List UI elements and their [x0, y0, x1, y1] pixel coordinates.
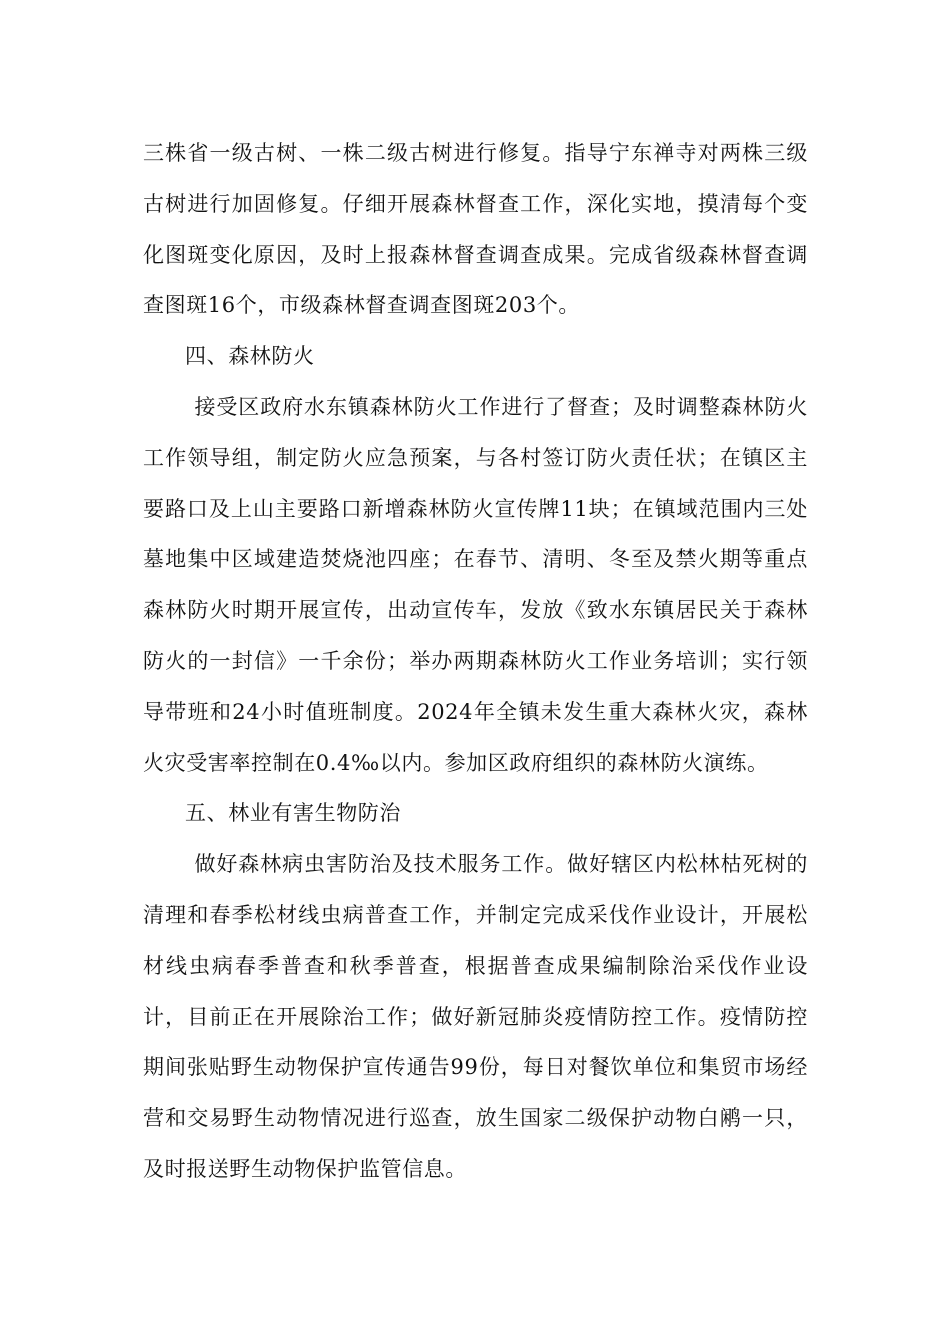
section-heading-forest-fire-prevention: 四、森林防火: [185, 344, 315, 369]
document-body: [143, 128, 808, 1195]
paragraph-forest-pest-control: 做好森林病虫害防治及技术服务工作。做好辖区内松林枯死树的清理和春季松材线虫病普查工作，并制定完成采伐作业设计，开展松材线虫病春季普查和秋季普查，根据普查成果编制除治采伐作业设计，目前正在开展除治工作；做好新冠肺炎疫情防控工作。疫情防控期间张贴野生动物保护宣传通告99份，每日对餐饮单位和集贸市场经营和交易野生动物情况进行巡查，放生国家二级保护动物白鹇一只，及时报送野生动物保护监管信息。: [143, 852, 808, 1181]
paragraph-forest-fire-prevention: 接受区政府水东镇森林防火工作进行了督查；及时调整森林防火工作领导组，制定防火应急预案，与各村签订防火责任状；在镇区主要路口及上山主要路口新增森林防火宣传牌11块；在镇域范围内三处墓地集中区域建造焚烧池四座；在春节、清明、冬至及禁火期等重点森林防火时期开展宣传，出动宣传车，发放《致水东镇居民关于森林防火的一封信》一千余份；举办两期森林防火工作业务培训；实行领导带班和24小时值班制度。2024年全镇未发生重大森林火灾，森林火灾受害率控制在0.4‰以内。参加区政府组织的森林防火演练。: [143, 394, 808, 775]
paragraph-ancient-tree-repair: 三株省一级古树、一株二级古树进行修复。指导宁东禅寺对两株三级古树进行加固修复。仔细开展森林督查工作，深化实地，摸清每个变化图斑变化原因，及时上报森林督查调查成果。完成省级森林督查调查图斑16个，市级森林督查调查图斑203个。: [143, 141, 808, 318]
section-heading-forest-pest-control: 五、林业有害生物防治: [185, 801, 401, 826]
